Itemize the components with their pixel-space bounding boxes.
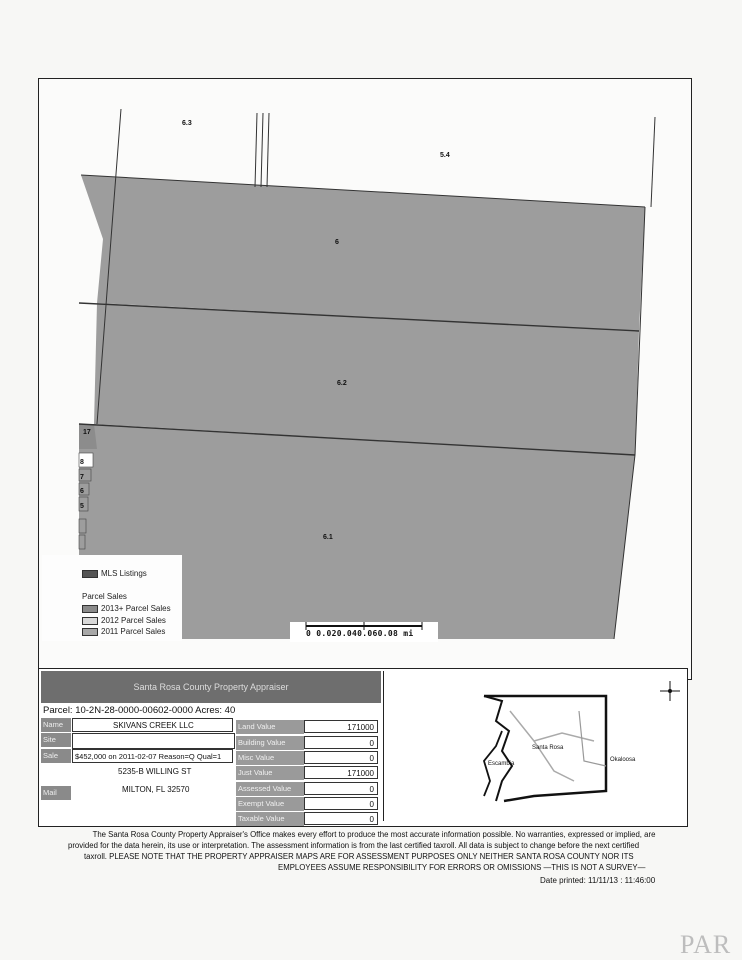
taxable-value: 0 <box>304 812 378 825</box>
assessed-value: 0 <box>304 782 378 795</box>
legend-label: MLS Listings <box>101 569 147 578</box>
parcel-17 <box>79 424 97 449</box>
parcel-label: 6.2 <box>337 380 347 387</box>
misc-value-label: Misc Value <box>236 751 304 765</box>
parcel-label: 5.4 <box>440 152 450 159</box>
legend-mls <box>82 569 147 578</box>
legend-item <box>82 616 166 625</box>
building-value: 0 <box>304 736 378 749</box>
parcel-line <box>255 113 257 187</box>
taxable-value-label: Taxable Value <box>236 812 304 826</box>
just-value-label: Just Value <box>236 766 304 780</box>
land-value: 171000 <box>304 720 378 733</box>
mail-address <box>72 765 233 821</box>
sale-value: $452,000 on 2011-02-07 Reason=Q Qual=1 <box>72 749 233 763</box>
misc-value: 0 <box>304 751 378 764</box>
parcel-info-panel <box>38 668 688 827</box>
parcel-label: 7 <box>80 474 84 481</box>
site-label: Site <box>41 733 71 747</box>
legend-item <box>82 627 165 636</box>
disclaimer-line: provided for the data herein, its use or interpretation. The assessment information is from the last certified taxroll. All data is subject to change before the next certified <box>68 841 640 850</box>
legend-swatch <box>82 605 98 613</box>
disclaimer <box>44 829 704 873</box>
inset-label: Escambia <box>488 761 515 767</box>
just-value: 171000 <box>304 766 378 779</box>
panel-title: Santa Rosa County Property Appraiser <box>41 671 381 703</box>
legend-label: 2013+ Parcel Sales <box>101 604 171 613</box>
mail-line-2: MILTON, FL 32570 <box>122 785 190 794</box>
parcel-label: 6 <box>335 239 339 246</box>
date-printed: Date printed: 11/11/13 : 11:46:00 <box>540 876 656 885</box>
parcel-label: 5 <box>80 503 84 510</box>
legend-label: 2012 Parcel Sales <box>101 616 166 625</box>
legend-swatch <box>82 570 98 578</box>
disclaimer-line: The Santa Rosa County Property Appraiser's Office makes every effort to produce the most accurate information possible. No warranties, expressed or implied, are <box>92 830 656 839</box>
parcel-label: 6 <box>80 488 84 495</box>
legend-label: 2011 Parcel Sales <box>101 627 166 636</box>
mail-label: Mail <box>41 786 71 800</box>
building-value-label: Building Value <box>236 736 304 750</box>
lot <box>79 519 86 533</box>
disclaimer-line: taxroll. PLEASE NOTE THAT THE PROPERTY APPRAISER MAPS ARE FOR ASSESSMENT PURPOSES ONLY NEITHER SANTA ROSA COUNTY NOR ITS <box>84 852 634 861</box>
scale-label: 0 0.020.040.060.08 mi <box>306 629 414 638</box>
parcel-line <box>267 113 269 187</box>
compass-icon <box>660 681 680 701</box>
scale-bar <box>290 622 438 642</box>
mail-line-1: 5235-B WILLING ST <box>118 767 192 776</box>
map-legend <box>42 555 182 641</box>
inset-label: Okaloosa <box>610 757 636 763</box>
assessed-value-label: Assessed Value <box>236 782 304 796</box>
legend-swatch <box>82 628 98 636</box>
parcel-label: 6.3 <box>182 120 192 127</box>
exempt-value-label: Exempt Value <box>236 797 304 811</box>
parcel-label: 8 <box>80 459 84 466</box>
legend-item <box>82 604 171 613</box>
site-value <box>72 733 235 749</box>
sale-label: Sale <box>41 749 71 763</box>
lot <box>79 535 85 549</box>
watermark-logo: PAR <box>680 930 732 959</box>
name-label: Name <box>41 718 71 732</box>
legend-group-title: Parcel Sales <box>82 592 127 601</box>
parcel-label: 17 <box>83 429 91 436</box>
parcel-line <box>651 117 655 207</box>
disclaimer-line: EMPLOYEES ASSUME RESPONSIBILITY FOR ERRORS OR OMISSIONS —THIS IS NOT A SURVEY— <box>278 863 646 872</box>
locator-map <box>383 671 684 821</box>
owner-name: SKIVANS CREEK LLC <box>72 718 233 732</box>
land-value-label: Land Value <box>236 720 304 734</box>
parcel-label: 6.1 <box>323 534 333 541</box>
inset-label: Santa Rosa <box>532 745 564 751</box>
legend-swatch <box>82 617 98 625</box>
parcel-id-line: Parcel: 10-2N-28-0000-00602-0000 Acres: 40 <box>43 705 236 716</box>
parcel-line <box>261 113 263 187</box>
exempt-value: 0 <box>304 797 378 810</box>
